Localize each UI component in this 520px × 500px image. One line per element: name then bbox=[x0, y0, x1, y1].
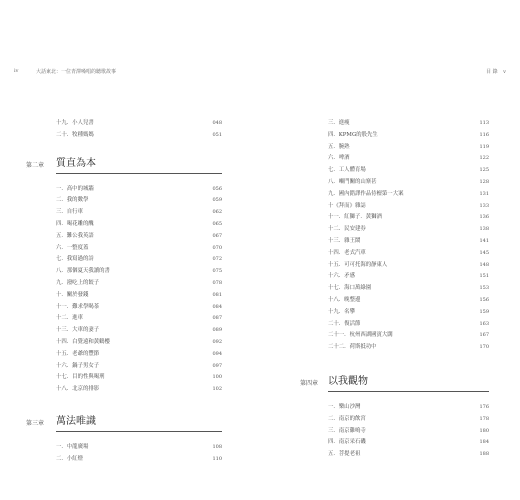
toc-entry-title: 四．KPMG的股先生 bbox=[328, 131, 378, 138]
chapter-title: 質直為本 bbox=[56, 157, 96, 169]
toc-entry-title: 十一．紅獅子．黃獅酒 bbox=[328, 214, 382, 221]
toc-entry-title: 十四．老式汽車 bbox=[328, 249, 366, 256]
toc-entry-page: 100 bbox=[212, 374, 222, 381]
toc-entry[interactable] bbox=[296, 402, 496, 414]
toc-entry[interactable] bbox=[22, 219, 222, 231]
toc-entry-title: 十二．民安建券 bbox=[328, 226, 366, 233]
toc-entry[interactable] bbox=[296, 319, 496, 331]
toc-entry[interactable] bbox=[296, 271, 496, 283]
toc-entry-page: 119 bbox=[479, 143, 489, 150]
toc-entry-page: 116 bbox=[479, 131, 489, 138]
toc-entry-page: 133 bbox=[479, 202, 489, 209]
toc-entry[interactable] bbox=[296, 212, 496, 224]
toc-entry[interactable] bbox=[22, 313, 222, 325]
right-page bbox=[296, 118, 496, 461]
toc-entry-title: 十八．晚整邊 bbox=[328, 296, 361, 303]
toc-entry-title: 二十．復活節 bbox=[328, 320, 361, 327]
toc-entry-page: 048 bbox=[212, 120, 222, 126]
toc-entry-title: 八．那個夏天我讀的書 bbox=[56, 268, 110, 275]
toc-entry-title: 三．進瘦 bbox=[328, 120, 350, 126]
toc-entry-page: 070 bbox=[212, 244, 222, 251]
toc-entry[interactable] bbox=[296, 177, 496, 189]
toc-entry-title: 七．我寫過的詩 bbox=[56, 256, 94, 263]
toc-entry-page: 108 bbox=[212, 443, 222, 450]
toc-entry[interactable] bbox=[22, 231, 222, 243]
left-running-title: 大話東北：一位青澤嗓唱的聽歌故事 bbox=[36, 69, 117, 75]
toc-entry[interactable] bbox=[296, 295, 496, 307]
toc-entry[interactable] bbox=[22, 130, 222, 142]
toc-entry[interactable] bbox=[22, 118, 222, 130]
toc-entry[interactable] bbox=[22, 454, 222, 466]
toc-entry[interactable] bbox=[22, 325, 222, 337]
toc-entry[interactable] bbox=[296, 283, 496, 295]
toc-entry[interactable] bbox=[296, 165, 496, 177]
toc-entry[interactable] bbox=[296, 426, 496, 438]
toc-entry-page: 138 bbox=[479, 226, 489, 233]
toc-entry-page: 081 bbox=[212, 291, 222, 298]
toc-entry-page: 087 bbox=[212, 315, 222, 322]
chapter-title: 萬法唯識 bbox=[56, 415, 96, 427]
toc-entry-page: 059 bbox=[212, 197, 222, 204]
toc-entry[interactable] bbox=[296, 130, 496, 142]
toc-entry[interactable] bbox=[22, 266, 222, 278]
toc-entry[interactable] bbox=[22, 278, 222, 290]
toc-entry-title: 八．噸門關的山寨甚 bbox=[328, 178, 377, 185]
toc-entry-page: 113 bbox=[479, 120, 489, 126]
toc-entry[interactable] bbox=[22, 243, 222, 255]
toc-entry[interactable] bbox=[296, 414, 496, 426]
toc-entry-page: 089 bbox=[212, 327, 222, 334]
toc-entry-title: 十四．白覺遠和黃鶴樓 bbox=[56, 338, 110, 345]
toc-entry-page: 184 bbox=[479, 439, 489, 446]
chapter-title: 以我觀物 bbox=[328, 375, 368, 387]
toc-entry[interactable] bbox=[296, 449, 496, 461]
toc-entry-page: 128 bbox=[479, 178, 489, 185]
right-page-number: v bbox=[503, 69, 506, 75]
toc-entry[interactable] bbox=[22, 254, 222, 266]
toc-entry[interactable] bbox=[296, 307, 496, 319]
toc-entry-title: 十五．可可托海的靜東人 bbox=[328, 261, 388, 268]
toc-entry-title: 二十．牧種媽媽 bbox=[56, 131, 94, 138]
left-page-number: iv bbox=[14, 68, 19, 74]
toc-entry-page: 153 bbox=[479, 285, 489, 292]
toc-entry-title: 七．工人體育場 bbox=[328, 167, 366, 174]
toc-entry[interactable] bbox=[296, 248, 496, 260]
chapter-number: 第二章 bbox=[26, 161, 45, 169]
chapter-rule bbox=[56, 173, 222, 174]
toc-entry-title: 二十二．荷斯抵功中 bbox=[328, 344, 377, 351]
toc-entry[interactable] bbox=[22, 442, 222, 454]
toc-entry-page: 136 bbox=[479, 214, 489, 221]
toc-entry[interactable] bbox=[22, 195, 222, 207]
toc-entry-title: 十九．名攀 bbox=[328, 308, 355, 315]
toc-entry[interactable] bbox=[296, 142, 496, 154]
toc-entry-title: 六．一整度蓋 bbox=[56, 244, 89, 251]
toc-entry[interactable] bbox=[22, 384, 222, 396]
toc-entry-page: 163 bbox=[479, 320, 489, 327]
toc-entry-title: 十一．難求學喝茶 bbox=[56, 303, 100, 310]
toc-entry[interactable] bbox=[296, 330, 496, 342]
toc-entry-title: 十六．矛感 bbox=[328, 273, 355, 280]
toc-entry[interactable] bbox=[296, 153, 496, 165]
right-running-header bbox=[482, 68, 506, 75]
toc-entry-page: 056 bbox=[212, 185, 222, 192]
toc-entry-title: 十六．鍋子男女子 bbox=[56, 362, 100, 369]
toc-entry[interactable] bbox=[296, 118, 496, 130]
toc-entry-page: 170 bbox=[479, 344, 489, 351]
toc-entry[interactable] bbox=[296, 201, 496, 213]
toc-entry-title: 十三．雜王鬧 bbox=[328, 237, 361, 244]
toc-entry-page: 110 bbox=[212, 455, 222, 462]
toc-entry[interactable] bbox=[296, 189, 496, 201]
toc-entry-page: 062 bbox=[212, 209, 222, 216]
toc-entry-title: 一．樂山沙灣 bbox=[328, 403, 361, 410]
toc-entry[interactable] bbox=[296, 437, 496, 449]
toc-entry-title: 十八．北京的排影 bbox=[56, 386, 100, 393]
toc-entry-title: 十《拜而》雜誌 bbox=[328, 202, 366, 209]
toc-entry-page: 102 bbox=[212, 386, 222, 393]
right-running-title: 目 錄 bbox=[485, 69, 498, 75]
toc-entry[interactable] bbox=[22, 290, 222, 302]
toc-entry-title: 二．南京的飲宮 bbox=[328, 415, 366, 422]
toc-entry[interactable] bbox=[296, 342, 496, 354]
toc-entry-page: 159 bbox=[479, 308, 489, 315]
toc-entry-page: 167 bbox=[479, 332, 489, 339]
toc-entry-title: 九．國內錯譯作品侍檀第一大案 bbox=[328, 190, 404, 197]
toc-entry-title: 十三．大車的妻子 bbox=[56, 327, 100, 334]
toc-entry-page: 176 bbox=[479, 403, 489, 410]
chapter-heading bbox=[22, 152, 222, 174]
toc-entry-page: 141 bbox=[479, 237, 489, 244]
toc-entry-page: 094 bbox=[212, 350, 222, 357]
chapter-rule bbox=[56, 431, 222, 432]
toc-entry-title: 四．喝花雕的醜 bbox=[56, 220, 94, 227]
toc-entry[interactable] bbox=[22, 361, 222, 373]
toc-entry-page: 151 bbox=[479, 273, 489, 280]
toc-entry-title: 九．潑吃上的餃子 bbox=[56, 279, 100, 286]
toc-entry-page: 122 bbox=[479, 155, 489, 162]
toc-entry-page: 072 bbox=[212, 256, 222, 263]
toc-entry-page: 065 bbox=[212, 220, 222, 227]
left-page bbox=[22, 118, 222, 466]
toc-entry-page: 075 bbox=[212, 268, 222, 275]
toc-entry-page: 188 bbox=[479, 451, 489, 458]
toc-entry-title: 二十一．杭州西湖國賓大闊 bbox=[328, 332, 393, 339]
toc-entry-title: 十二．進車 bbox=[56, 315, 83, 322]
toc-entry[interactable] bbox=[22, 372, 222, 384]
toc-entry-title: 一．高中的城牆 bbox=[56, 185, 94, 192]
toc-entry-title: 一．中龍廣場 bbox=[56, 443, 89, 450]
toc-entry-page: 180 bbox=[479, 427, 489, 434]
toc-entry-title: 三．南京雞鳴寺 bbox=[328, 427, 366, 434]
toc-entry-title: 三．自行車 bbox=[56, 209, 83, 216]
toc-entry[interactable] bbox=[22, 184, 222, 196]
toc-entry-title: 五．腕熟 bbox=[328, 143, 350, 150]
toc-entry-page: 051 bbox=[212, 131, 222, 138]
toc-entry-title: 五．難公我英語 bbox=[56, 232, 94, 239]
toc-entry[interactable] bbox=[296, 224, 496, 236]
toc-entry-title: 六．啤酒 bbox=[328, 155, 350, 162]
toc-entry[interactable] bbox=[296, 260, 496, 272]
toc-entry-title: 二．小紅燈 bbox=[56, 455, 83, 462]
toc-entry-page: 178 bbox=[479, 415, 489, 422]
chapter-heading bbox=[296, 370, 496, 392]
toc-entry[interactable] bbox=[296, 236, 496, 248]
toc-entry[interactable] bbox=[22, 349, 222, 361]
chapter-number: 第三章 bbox=[26, 419, 45, 427]
toc-entry-page: 145 bbox=[479, 249, 489, 256]
chapter-rule bbox=[328, 391, 489, 392]
chapter-number: 第四章 bbox=[300, 379, 319, 387]
toc-entry-page: 156 bbox=[479, 296, 489, 303]
chapter-heading bbox=[22, 410, 222, 432]
toc-entry-page: 067 bbox=[212, 232, 222, 239]
toc-entry-title: 十七．目的性與喝刑 bbox=[56, 374, 105, 381]
toc-entry-page: 148 bbox=[479, 261, 489, 268]
toc-entry-title: 十．關於發錢 bbox=[56, 291, 89, 298]
toc-entry-page: 097 bbox=[212, 362, 222, 369]
toc-entry-title: 五．菩提老祖 bbox=[328, 451, 361, 458]
toc-entry-page: 092 bbox=[212, 338, 222, 345]
toc-entry-title: 二．我的數學 bbox=[56, 197, 89, 204]
toc-entry[interactable] bbox=[22, 207, 222, 219]
toc-entry-page: 078 bbox=[212, 279, 222, 286]
toc-entry-page: 084 bbox=[212, 303, 222, 310]
toc-entry[interactable] bbox=[22, 302, 222, 314]
toc-entry-page: 125 bbox=[479, 167, 489, 174]
toc-entry[interactable] bbox=[22, 337, 222, 349]
toc-entry-title: 十九．小人兒書 bbox=[56, 120, 94, 126]
toc-entry-title: 十七．海口萬綠園 bbox=[328, 285, 372, 292]
toc-entry-page: 131 bbox=[479, 190, 489, 197]
toc-entry-title: 十五．老爺的豐節 bbox=[56, 350, 100, 357]
toc-entry-title: 四．南京采石磯 bbox=[328, 439, 366, 446]
